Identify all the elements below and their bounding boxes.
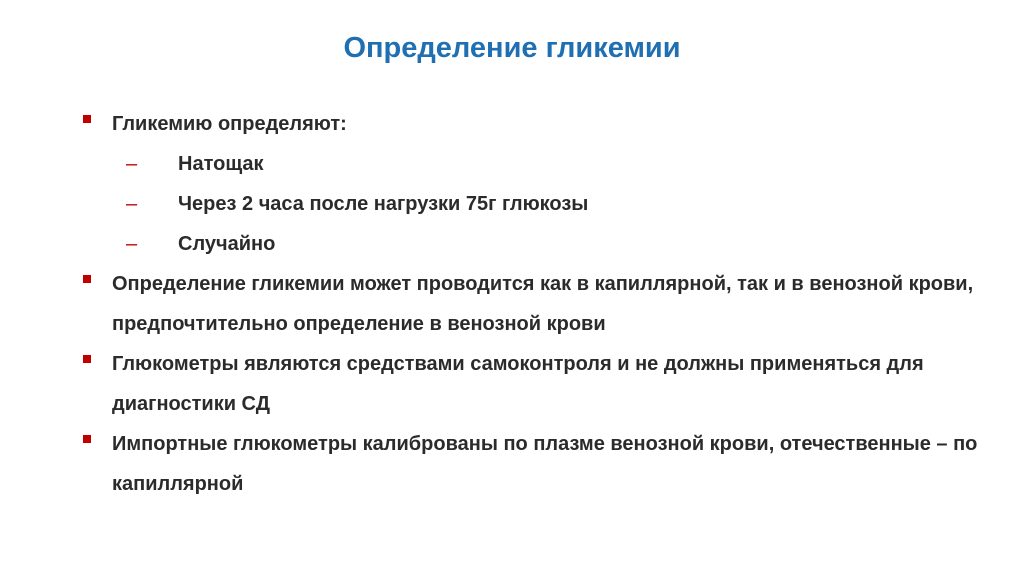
square-bullet-icon xyxy=(83,355,91,363)
sub-list xyxy=(78,144,978,264)
bullet-item xyxy=(78,344,978,424)
sub-item-text: Натощак xyxy=(178,153,264,175)
bullet-text: Гликемию определяют: xyxy=(112,113,347,135)
square-bullet-icon xyxy=(83,275,91,283)
bullet-text: Глюкометры являются средствами самоконтроля и не должны применяться для диагностики СД xyxy=(112,353,924,415)
bullet-item xyxy=(78,104,978,144)
square-bullet-icon xyxy=(83,435,91,443)
sub-item-text: Случайно xyxy=(178,233,276,255)
sub-item xyxy=(78,224,978,264)
bullet-text: Импортные глюкометры калиброваны по плазме венозной крови, отечественные – по капиллярной xyxy=(112,433,978,495)
sub-item xyxy=(78,144,978,184)
bullet-text: Определение гликемии может проводится как в капиллярной, так и в венозной крови, предпочтительно определение в венозной крови xyxy=(112,273,974,335)
bullet-item xyxy=(78,264,978,344)
sub-item-text: Через 2 часа после нагрузки 75г глюкозы xyxy=(178,193,589,215)
bullet-list xyxy=(78,104,978,504)
bullet-item xyxy=(78,424,978,504)
dash-bullet-icon: – xyxy=(126,193,138,215)
square-bullet-icon xyxy=(83,115,91,123)
slide-title: Определение гликемии xyxy=(343,32,681,64)
dash-bullet-icon: – xyxy=(126,233,138,255)
dash-bullet-icon: – xyxy=(126,153,138,175)
sub-item xyxy=(78,184,978,224)
